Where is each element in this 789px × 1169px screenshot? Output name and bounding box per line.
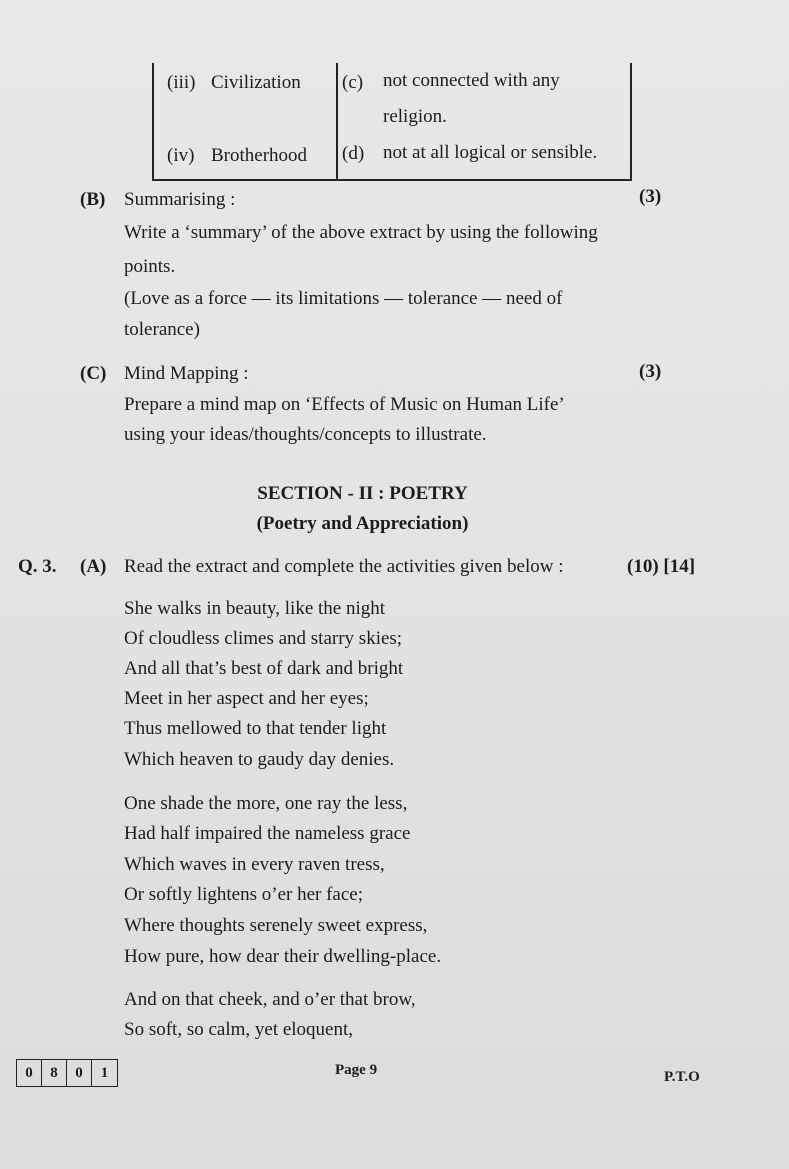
code-digit: 0 [67,1060,92,1086]
row-iv-term: Brotherhood [211,145,308,166]
pto-label: P.T.O [664,1069,700,1085]
question-number: Q. 3. [18,556,57,577]
question-part: (A) [80,556,107,577]
poem-line: So soft, so calm, yet eloquent, [124,1019,354,1040]
poem-line: Or softly lightens o’er her face; [124,884,363,905]
summarising-title: Summarising : [124,189,236,210]
code-digit: 8 [42,1060,67,1086]
poem-line: Which waves in every raven tress, [124,854,385,875]
row-c-meaning-cont: religion. [383,106,447,127]
poem-line: Which heaven to gaudy day denies. [124,749,395,770]
mind-mapping-line-1: Prepare a mind map on ‘Effects of Music on Human Life’ [124,394,565,415]
row-d-letter: (d) [342,143,365,164]
poem-line: Thus mellowed to that tender light [124,718,387,739]
poem-line: And all that’s best of dark and bright [124,658,404,679]
poem-line: Where thoughts serenely sweet express, [124,915,428,936]
section-subheading: (Poetry and Appreciation) [256,513,469,534]
mind-mapping-line-2: using your ideas/thoughts/concepts to illustrate. [124,424,487,445]
poem-line: One shade the more, one ray the less, [124,793,408,814]
mind-mapping-marks: (3) [639,361,662,382]
row-d-meaning: not at all logical or sensible. [383,142,598,163]
row-iv-number: (iv) [167,145,195,166]
mind-mapping-title: Mind Mapping : [124,363,249,384]
summarising-marks: (3) [639,186,662,207]
code-digit: 0 [17,1060,42,1086]
question-marks: (10) [14] [627,556,696,577]
row-iii-term: Civilization [211,72,301,93]
row-iii-number: (iii) [167,72,196,93]
summarising-line-4: tolerance) [124,319,200,340]
table-divider [336,63,338,179]
paper-code-box [16,1059,118,1087]
poem-line: She walks in beauty, like the night [124,598,386,619]
page-number: Page 9 [335,1062,378,1078]
question-text: Read the extract and complete the activities given below : [124,556,564,577]
section-heading: SECTION - II : POETRY [257,483,468,504]
poem-line: Meet in her aspect and her eyes; [124,688,369,709]
code-digit: 1 [100,1065,109,1081]
summarising-line-3: (Love as a force — its limitations — tolerance — need of [124,288,563,309]
poem-line: And on that cheek, and o’er that brow, [124,989,416,1010]
poem-line: Had half impaired the nameless grace [124,823,411,844]
summarising-line-2: points. [124,256,176,277]
poem-line: How pure, how dear their dwelling-place. [124,946,442,967]
mind-mapping-label: (C) [80,363,107,384]
summarising-label: (B) [80,189,106,210]
poem-line: Of cloudless climes and starry skies; [124,628,403,649]
summarising-line-1: Write a ‘summary’ of the above extract by using the following [124,222,598,243]
row-c-letter: (c) [342,72,364,93]
row-c-meaning: not connected with any [383,70,560,91]
